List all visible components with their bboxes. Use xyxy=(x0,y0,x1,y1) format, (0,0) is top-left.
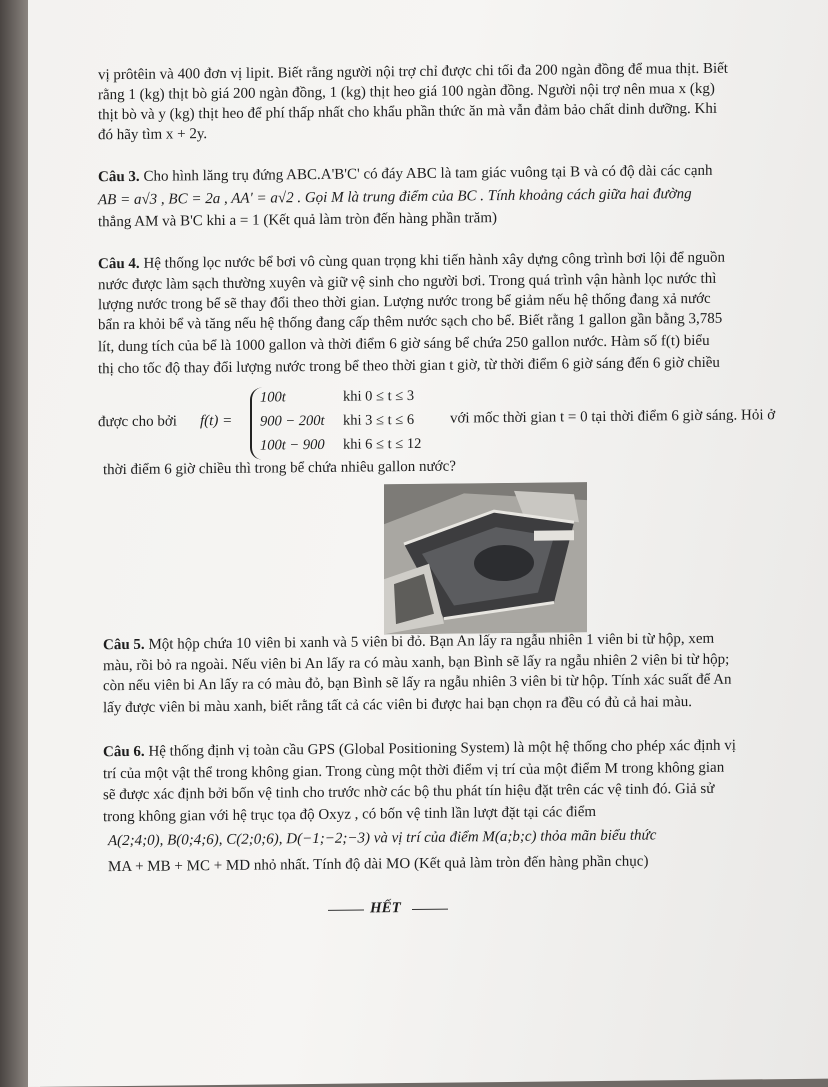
exam-paper xyxy=(28,0,828,1087)
intro-line-4: đó hãy tìm x + 2y. xyxy=(98,126,208,144)
q6-label: Câu 6. xyxy=(103,743,145,761)
piece-3-cond: khi 6 ≤ t ≤ 12 xyxy=(343,435,422,453)
q5-label: Câu 5. xyxy=(103,636,145,654)
q4-line-2: nước được làm sạch thường xuyên và giữ vệ sinh cho người bơi. Trong quá trình vận hành lọc nước thì xyxy=(98,270,717,294)
piece-1-cond: khi 0 ≤ t ≤ 3 xyxy=(343,387,415,405)
q4-line-4: bẩn ra khỏi bể và tăng nếu hệ thống đang cấp thêm nước sạch cho bể. Biết rằng 1 gallon gần bằng 3,785 xyxy=(98,310,723,334)
q5-line-3: còn nếu viên bi An lấy ra có màu đỏ, bạn Bình sẽ lấy ra ngẫu nhiên 3 viên bi từ hộp. Tính xác suất để An xyxy=(103,671,732,695)
q4-given-suffix: với mốc thời gian t = 0 tại thời điểm 6 giờ sáng. Hỏi ở xyxy=(450,407,776,427)
end-rule-right xyxy=(412,909,448,910)
q3-line-2: AB = a√3 , BC = 2a , AA' = a√2 . Gọi M là trung điểm của BC . Tính khoảng cách giữa hai đường xyxy=(98,186,692,209)
q5-text-1: Một hộp chứa 10 viên bi xanh và 5 viên bi đỏ. Bạn An lấy ra ngẫu nhiên 1 viên bi từ hộp, xem xyxy=(148,630,715,653)
q4-line-5: lít, dung tích của bể là 1000 gallon và thời điểm 6 giờ sáng bể chứa 250 gallon nước. Hàm số f(t) biểu xyxy=(98,332,710,356)
q5-line-2: màu, rồi bỏ ra ngoài. Nếu viên bi An lấy ra có màu xanh, bạn Bình sẽ lấy ra ngẫu nhiên 2 viên bi từ hộp; xyxy=(103,651,730,675)
q3-line-3: thẳng AM và B'C khi a = 1 (Kết quả làm tròn đến hàng phần trăm) xyxy=(98,210,497,231)
intro-line-2: rằng 1 (kg) thịt bò giá 200 ngàn đồng, 1 (kg) thịt heo giá 100 ngàn đồng. Người nội trợ nên mua x (kg) xyxy=(98,80,715,104)
q6-text-1: Hệ thống định vị toàn cầu GPS (Global Positioning System) là một hệ thống cho phép xác định vị xyxy=(148,737,736,760)
q4-label: Câu 4. xyxy=(98,255,140,273)
q5-line-4: lấy được viên bi màu xanh, biết rằng tất cả các viên bi được hai bạn chọn ra đều có đủ cả hai màu. xyxy=(103,694,692,717)
q6-line-4: trong không gian với hệ trục tọa độ Oxyz , có bốn vệ tinh lần lượt đặt tại các điểm xyxy=(103,804,597,826)
end-marker: HẾT xyxy=(370,900,401,917)
q6-line-6: MA + MB + MC + MD nhỏ nhất. Tính độ dài MO (Kết quả làm tròn đến hàng phần chục) xyxy=(108,853,649,876)
pool-illustration xyxy=(384,482,587,634)
q4-text-1: Hệ thống lọc nước bể bơi vô cùng quan trọng khi tiến hành xây dựng công trình bơi lội để nguồn xyxy=(143,249,726,272)
end-rule-left xyxy=(328,909,364,910)
q3-text-1: Cho hình lăng trụ đứng ABC.A'B'C' có đáy ABC là tam giác vuông tại B và có độ dài các cạnh xyxy=(143,162,713,185)
piece-1-expr: 100t xyxy=(260,389,286,406)
q4-line-6: thị cho tốc độ thay đổi lượng nước trong bể theo thời gian t giờ, từ thời điểm 6 giờ sáng đến 6 giờ chiều xyxy=(98,354,720,378)
intro-line-3: thịt bò và y (kg) thịt heo để phí thấp nhất cho khẩu phần thức ăn mà vẫn đảm bảo chất dinh dưỡng. Khi xyxy=(98,100,718,124)
q6-line-3: sẽ được xác định bởi bốn vệ tinh cho trước nhờ các bộ thu phát tín hiệu đặt trên các vệ tinh đó. Giả sử xyxy=(103,780,715,804)
swimming-pool-image xyxy=(384,482,587,634)
q4-function-label: f(t) = xyxy=(200,412,233,430)
q3-label: Câu 3. xyxy=(98,168,140,186)
q4-given-prefix: được cho bởi xyxy=(98,413,177,431)
q6-line-2: trí của một vật thể trong không gian. Trong cùng một thời điểm vị trí của một điểm M trong không gian xyxy=(103,759,725,783)
q4-line-3: lượng nước trong bể sẽ thay đổi theo thời gian. Lượng nước trong bể giảm nếu hệ thống đang xả nước xyxy=(98,290,711,314)
piece-3-expr: 100t − 900 xyxy=(260,436,325,454)
intro-line-1: vị prôtêin và 400 đơn vị lipit. Biết rằng người nội trợ chỉ được chi tối đa 200 ngàn đồng để mua thịt. Biết xyxy=(98,60,728,84)
piece-2-expr: 900 − 200t xyxy=(260,412,325,430)
piece-2-cond: khi 3 ≤ t ≤ 6 xyxy=(343,411,415,429)
q4-last-line: thời điểm 6 giờ chiều thì trong bể chứa nhiêu gallon nước? xyxy=(103,458,456,479)
q6-line-5: A(2;4;0), B(0;4;6), C(2;0;6), D(−1;−2;−3) và vị trí của điểm M(a;b;c) thỏa mãn biểu thức xyxy=(108,827,657,850)
